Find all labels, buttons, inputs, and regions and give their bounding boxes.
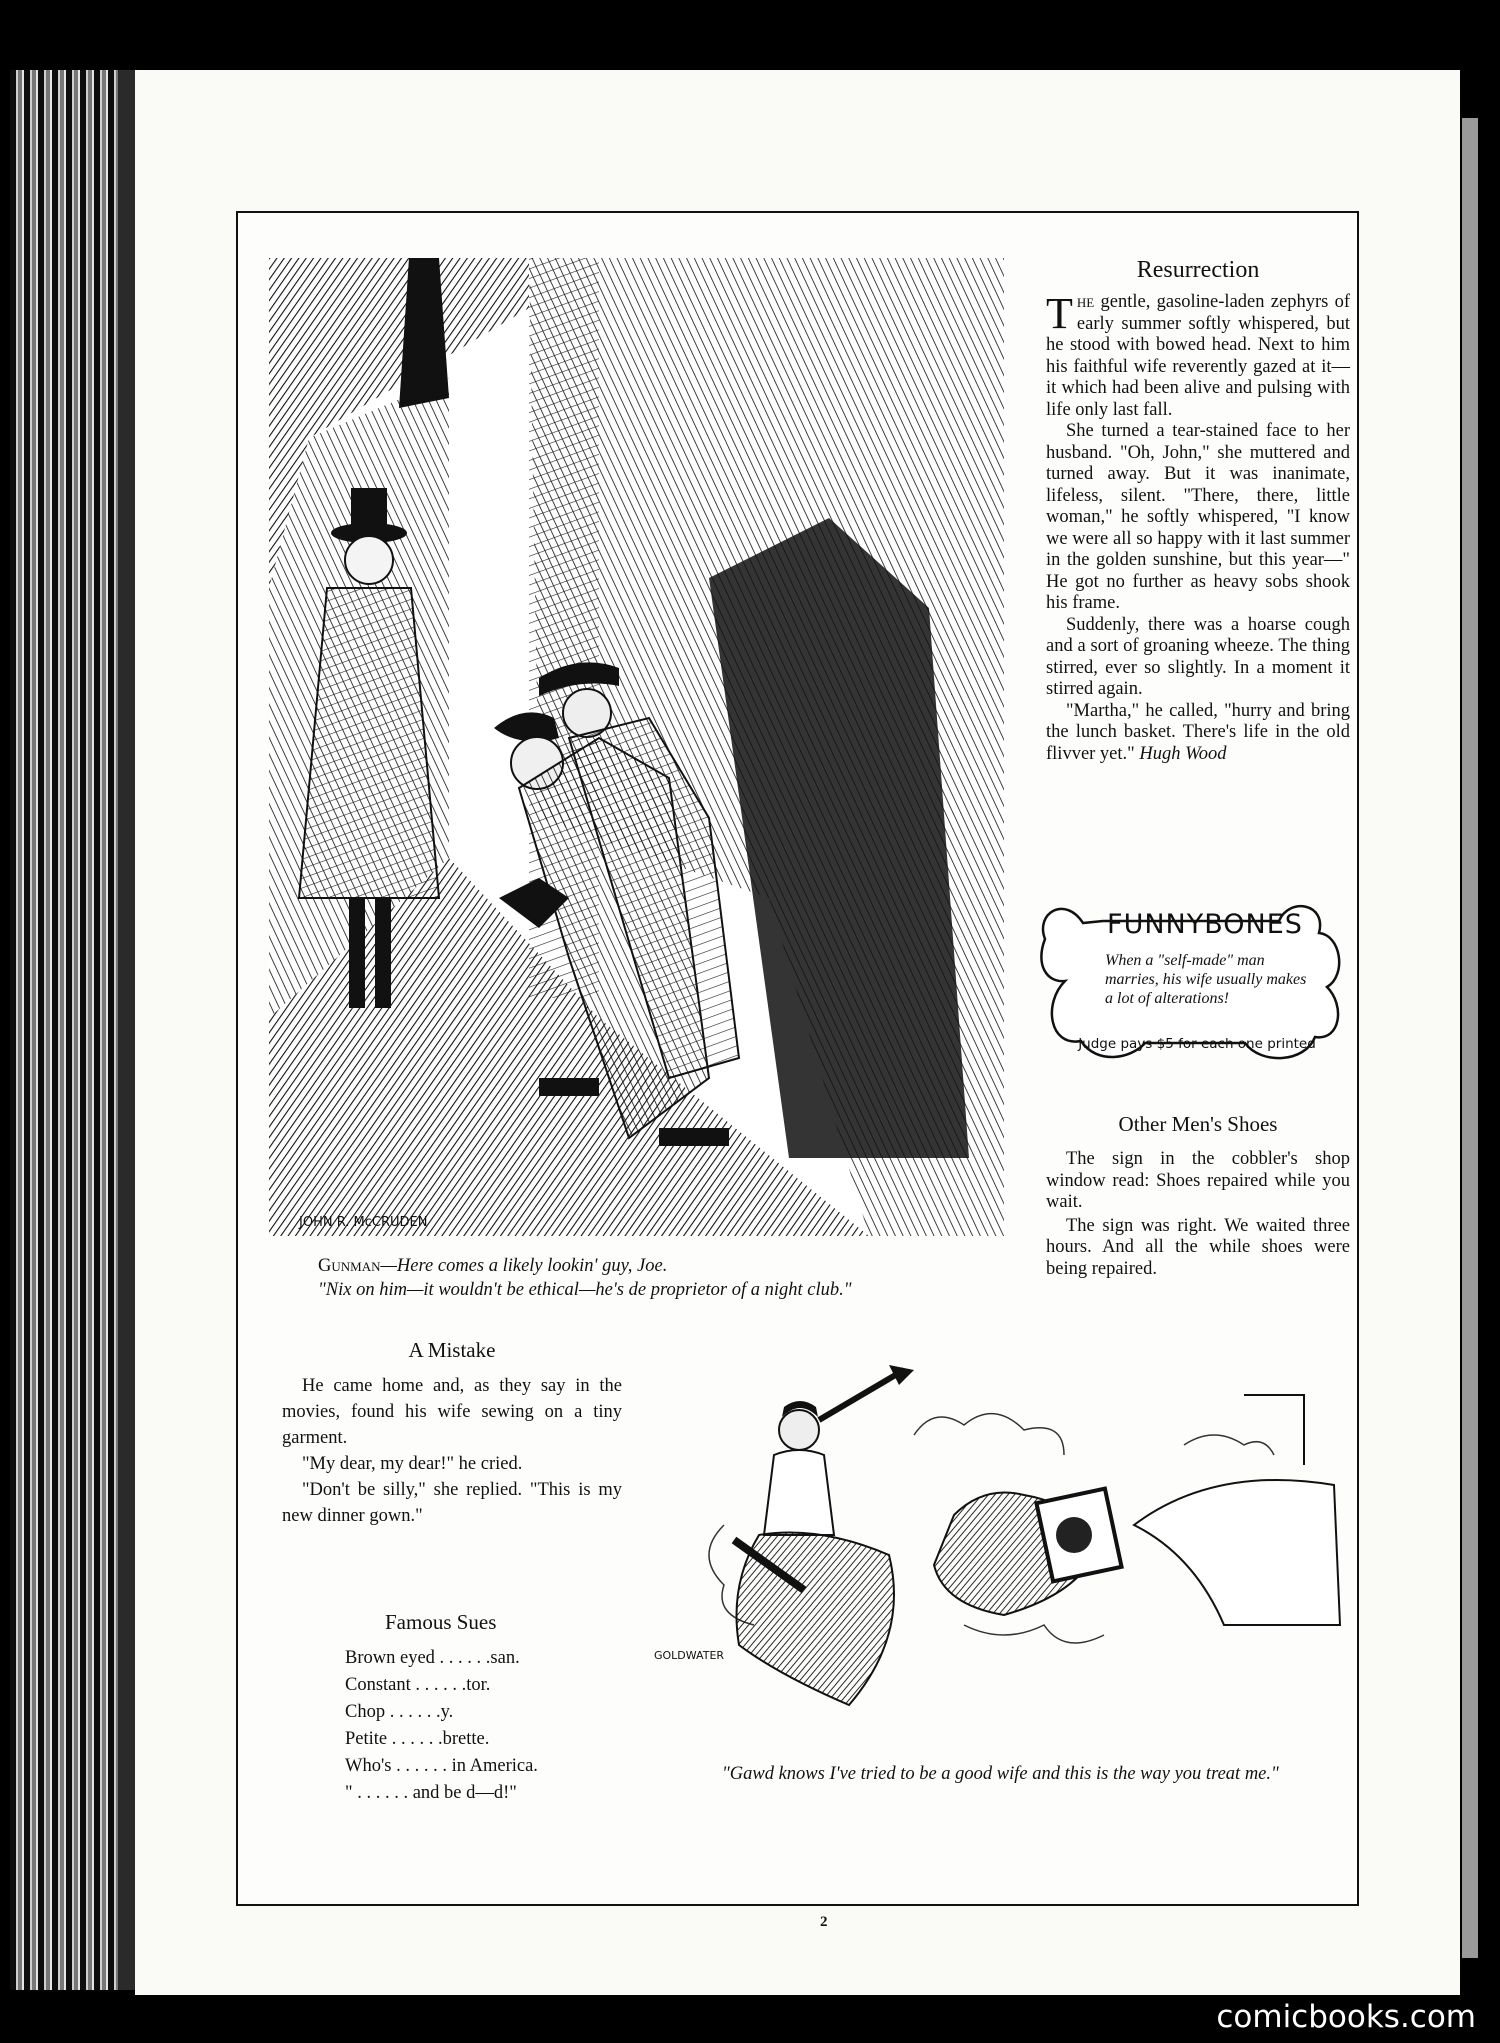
sues-row	[345, 1645, 645, 1672]
lead-small-caps: he	[1076, 292, 1095, 312]
sues-row-left: Who's	[345, 1756, 392, 1776]
caption-speaker: Gunman	[318, 1256, 381, 1276]
sues-row-right: tor.	[466, 1675, 491, 1695]
drop-cap: T	[1046, 289, 1073, 338]
sues-row-dots: . . . . . .	[352, 1783, 409, 1803]
a-mistake-article	[282, 1338, 622, 1529]
sues-row-dots: . . . . . .	[387, 1729, 443, 1749]
sues-row-right: in America.	[447, 1756, 538, 1776]
sues-row	[345, 1753, 645, 1780]
book-spine-edges	[10, 70, 135, 1990]
resurrection-article	[1046, 257, 1350, 765]
article-title: Resurrection	[1136, 257, 1260, 283]
article-title: Other Men's Shoes	[1118, 1112, 1278, 1136]
sues-row	[345, 1726, 645, 1753]
article-paragraph: "Don't be silly," she replied. "This is my new dinner gown."	[282, 1480, 622, 1526]
funnybones-box	[1035, 895, 1345, 1070]
sues-row-dots: . . . . . .	[391, 1756, 447, 1776]
paragraph-text: "Martha," he called, "hurry and bring the lunch basket. There's life in the old flivver yet."	[1046, 700, 1350, 764]
article-paragraph: "My dear, my dear!" he cried.	[302, 1454, 523, 1474]
caption-line-1: —Here comes a likely lookin' guy, Joe.	[380, 1256, 668, 1276]
angry-wife-rolling-pin-illustration-icon	[654, 1375, 1340, 1709]
sues-row-right: san.	[490, 1648, 520, 1668]
sues-row-dots: . . . . . .	[434, 1648, 491, 1668]
sues-row-right: brette.	[442, 1729, 490, 1749]
funnybones-title: FUNNYBONES	[1107, 909, 1303, 940]
gunmen-illustration	[269, 258, 1004, 1236]
site-watermark: comicbooks.com	[1216, 1999, 1476, 2035]
famous-sues-list	[345, 1610, 645, 1807]
gunman-caption	[318, 1254, 1008, 1302]
article-paragraph: He came home and, as they say in the movies, found his wife sewing on a tiny garment.	[282, 1376, 622, 1448]
author-signature: Hugh Wood	[1139, 743, 1227, 764]
angry-wife-caption: "Gawd knows I've tried to be a good wife and this is the way you treat me."	[722, 1764, 1279, 1784]
other-mens-shoes-article	[1046, 1112, 1350, 1280]
artist-signature-top	[298, 1215, 427, 1230]
list-title: Famous Sues	[385, 1610, 497, 1634]
sues-row	[345, 1780, 645, 1807]
sues-row-right: and be d—d!"	[408, 1783, 517, 1803]
angry-wife-illustration	[654, 1375, 1340, 1709]
svg-text:JOHN R. McCRUDEN: JOHN R. McCRUDEN	[299, 1215, 428, 1230]
sues-row-right: y.	[440, 1702, 454, 1722]
sues-rows	[345, 1645, 645, 1807]
funnybones-footer: Judge pays $5 for each one printed	[1078, 1036, 1316, 1052]
sues-row	[345, 1699, 645, 1726]
article-paragraph: The sign in the cobbler's shop window read: Shoes repaired while you wait.	[1046, 1149, 1350, 1212]
sues-row-left: Brown eyed	[345, 1648, 435, 1668]
article-paragraph: The sign was right. We waited three hours. And all the while shoes were being repaired.	[1046, 1215, 1350, 1279]
sues-row-dots: . . . . . .	[410, 1675, 467, 1695]
sues-row-left: Constant	[345, 1675, 411, 1695]
article-title: A Mistake	[408, 1338, 496, 1362]
sues-row-dots: . . . . . .	[385, 1702, 441, 1722]
next-page-edge	[1462, 118, 1478, 1958]
funnybones-joke: When a "self-made" man marries, his wife usually makes a lot of alterations!	[1105, 952, 1307, 1007]
article-paragraph	[1046, 289, 1350, 421]
article-paragraph	[1046, 701, 1350, 766]
sues-row-left: "	[345, 1783, 353, 1803]
two-gunmen-alley-illustration-icon	[269, 258, 1004, 1236]
page-number: 2	[820, 1914, 828, 1930]
sues-row-left: Chop	[345, 1702, 386, 1722]
sues-row	[345, 1672, 645, 1699]
artist-signature-bottom	[654, 1649, 724, 1662]
paragraph-text: gentle, gasoline-laden zephyrs of early summer softly whispered, but he stood with bowed head. Next to him his faithful wife reverently gazed at it—it which had been alive and pulsing with life only last fall.	[1046, 292, 1350, 420]
svg-text:GOLDWATER: GOLDWATER	[654, 1649, 725, 1662]
article-paragraph: She turned a tear-stained face to her husband. "Oh, John," she muttered and turned away. But it was inanimate, lifeless, silent. "There, there, little woman," he softly whispered, "I know we were all so happy with it last summer in the golden sunshine, but this year—" He got no further as heavy sobs shook his frame.	[1046, 421, 1350, 613]
caption-line-2: "Nix on him—it wouldn't be ethical—he's de proprietor of a night club."	[318, 1280, 852, 1300]
sues-row-left: Petite	[345, 1729, 388, 1749]
article-paragraph: Suddenly, there was a hoarse cough and a sort of groaning wheeze. The thing stirred, ever so slightly. In a moment it stirred again.	[1046, 614, 1350, 699]
